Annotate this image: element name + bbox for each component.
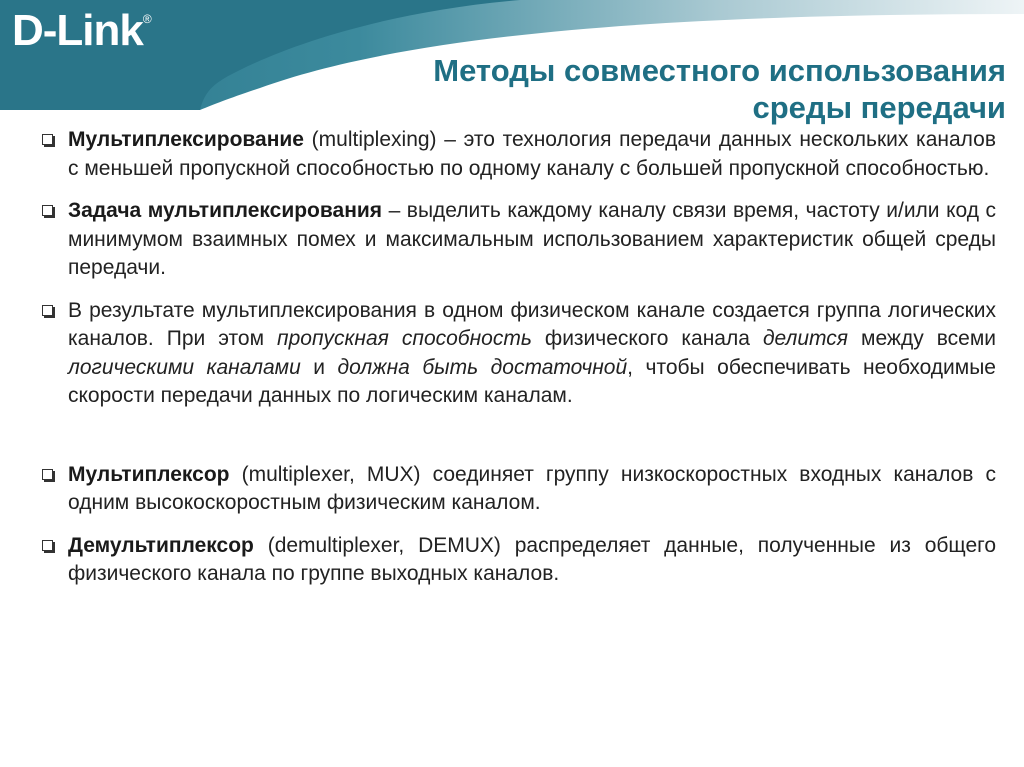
checkbox-bullet-icon <box>42 469 53 480</box>
checkbox-bullet-icon <box>42 540 53 551</box>
list-item-multiplexing: Мультиплексирование (multiplexing) – это технология передачи данных нескольких каналов с меньшей пропускной способностью по одному каналу с большей пропускной способностью. <box>42 126 996 183</box>
checkbox-bullet-icon <box>42 205 53 216</box>
page-title <box>246 52 1006 126</box>
dlink-logo: D-Link® <box>12 6 151 55</box>
title-line-2: среды передачи <box>752 90 1006 125</box>
list-item-task: Задача мультиплексирования – выделить каждому каналу связи время, частоту и/или код с минимумом взаимных помех и максимальным использованием характеристик общей среды передачи. <box>42 197 996 283</box>
title-line-1: Методы совместного использования <box>433 53 1006 88</box>
list-item-demultiplexer: Демультиплексор (demultiplexer, DEMUX) распределяет данные, полученные из общего физического канала по группе выходных каналов. <box>42 532 996 589</box>
list-item-multiplexer: Мультиплексор (multiplexer, MUX) соединяет группу низкоскоростных входных каналов с одним высокоскоростным физическим каналом. <box>42 461 996 518</box>
checkbox-bullet-icon <box>42 305 53 316</box>
bullet-list <box>42 126 996 603</box>
list-item-result: В результате мультиплексирования в одном физическом канале создается группа логических каналов. При этом пропускная способность физического канала делится между всеми логическими каналами и должна быть достаточной, чтобы обеспечивать необходимые скорости передачи данных по логическим каналам. <box>42 297 996 411</box>
checkbox-bullet-icon <box>42 134 53 145</box>
